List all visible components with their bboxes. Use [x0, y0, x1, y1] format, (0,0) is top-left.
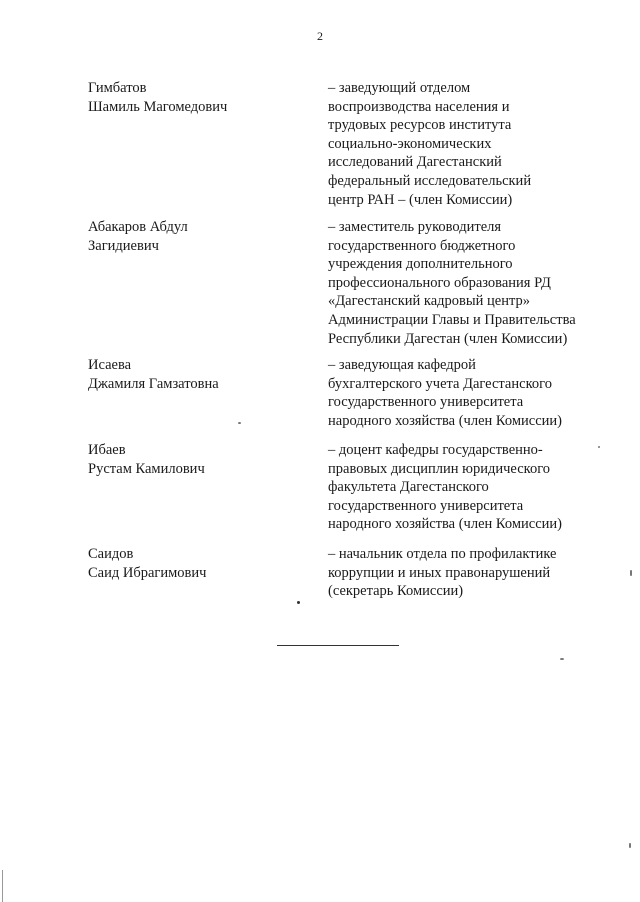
role-line: «Дагестанский кадровый центр» [328, 293, 530, 310]
scan-speck [598, 446, 600, 448]
scan-speck [297, 601, 300, 604]
member-surname: Саидов [88, 546, 134, 562]
closing-rule [277, 645, 399, 646]
role-line: государственного университета [328, 394, 524, 411]
role-line: воспроизводства населения и [328, 98, 510, 115]
commission-member-entry [88, 356, 608, 430]
member-surname: Абакаров Абдул [88, 219, 188, 235]
role-line: Администрации Главы и Правительства [328, 311, 576, 328]
role-line: – заместитель руководителя [328, 219, 502, 235]
member-name [88, 356, 328, 430]
role-line: (секретарь Комиссии) [328, 583, 464, 600]
member-given-name: Загидиевич [88, 237, 159, 254]
member-role [328, 356, 608, 430]
member-name [88, 218, 328, 348]
scan-speck [560, 658, 564, 660]
commission-member-entry [88, 79, 608, 209]
commission-member-entry [88, 545, 608, 601]
role-line: социально-экономических [328, 135, 492, 152]
role-line: государственного бюджетного [328, 237, 516, 254]
role-line: трудовых ресурсов института [328, 117, 512, 134]
member-given-name: Саид Ибрагимович [88, 564, 207, 581]
member-given-name: Джамиля Гамзатовна [88, 375, 219, 392]
member-role [328, 218, 608, 348]
member-surname: Ибаев [88, 442, 126, 458]
role-line: – заведующая кафедрой [328, 357, 476, 373]
member-surname: Гимбатов [88, 80, 147, 96]
role-line: – доцент кафедры государственно- [328, 442, 543, 458]
role-line: – заведующий отделом [328, 80, 471, 96]
role-line: федеральный исследовательский [328, 172, 532, 189]
member-name [88, 545, 328, 601]
role-line: бухгалтерского учета Дагестанского [328, 375, 552, 392]
member-given-name: Рустам Камилович [88, 460, 205, 477]
scan-speck [238, 422, 241, 424]
member-role [328, 79, 608, 209]
commission-member-entry [88, 441, 608, 534]
member-given-name: Шамиль Магомедович [88, 98, 228, 115]
member-role [328, 545, 608, 601]
member-name [88, 441, 328, 534]
member-surname: Исаева [88, 357, 132, 373]
scan-speck [629, 843, 631, 848]
scan-speck [630, 570, 632, 576]
role-line: народного хозяйства (член Комиссии) [328, 516, 562, 533]
role-line: профессионального образования РД [328, 274, 551, 291]
page-number: 2 [317, 29, 323, 43]
role-line: Республики Дагестан (член Комиссии) [328, 330, 568, 347]
member-role [328, 441, 608, 534]
role-line: факультета Дагестанского [328, 479, 489, 496]
role-line: центр РАН – (член Комиссии) [328, 191, 513, 208]
member-name [88, 79, 328, 209]
role-line: государственного университета [328, 497, 524, 514]
role-line: правовых дисциплин юридического [328, 460, 551, 477]
scan-edge-line [2, 870, 3, 902]
role-line: – начальник отдела по профилактике [328, 546, 557, 562]
role-line: народного хозяйства (член Комиссии) [328, 412, 562, 429]
commission-member-entry [88, 218, 608, 348]
role-line: учреждения дополнительного [328, 256, 513, 273]
role-line: коррупции и иных правонарушений [328, 564, 551, 581]
role-line: исследований Дагестанский [328, 154, 502, 171]
